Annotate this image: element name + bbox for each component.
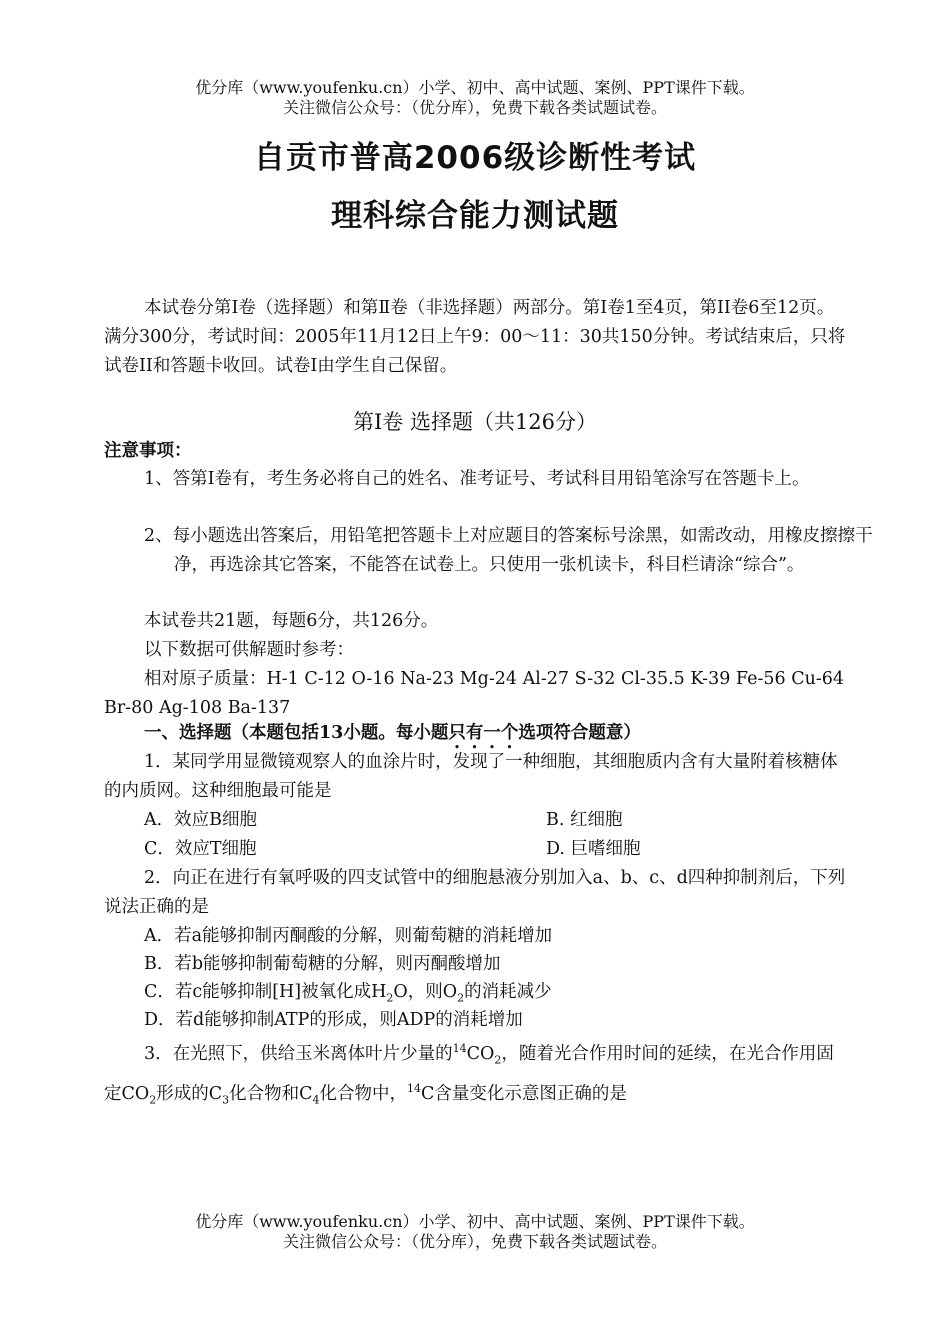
q3-text-1: 3．在光照下，供给玉米离体叶片少量的 bbox=[144, 1043, 453, 1064]
note-item-1: 1、答第Ⅰ卷有，考生务必将自己的姓名、准考证号、考试科目用铅笔涂写在答题卡上。 bbox=[144, 469, 810, 489]
q3-sup-1: 14 bbox=[452, 1042, 467, 1055]
q3-sub-3: 3 bbox=[222, 1093, 230, 1107]
footer-watermark bbox=[0, 1212, 950, 1252]
question-count-line: 本试卷共21题，每题6分，共126分。 bbox=[144, 611, 439, 631]
q3-sub-1: 2 bbox=[494, 1053, 502, 1067]
q2-option-d: D．若d能够抑制ATP的形成，则ADP的消耗增加 bbox=[144, 1010, 523, 1030]
q1-option-b: B. 红细胞 bbox=[546, 810, 623, 830]
q3-text-6: 化合物中， bbox=[319, 1084, 408, 1105]
part1-heading-b: 选项符合题意） bbox=[518, 723, 641, 743]
q1-stem: 1．某同学用显微镜观察人的血涂片时，发现了一种细胞，其细胞质内含有大量附着核糖体的内质网。这种细胞最可能是 bbox=[104, 752, 838, 801]
part1-heading-a: 一、选择题（本题包括13小题。每小题 bbox=[144, 723, 449, 743]
q1-option-a: A．效应B细胞 bbox=[144, 810, 257, 830]
reference-line: 以下数据可供解题时参考： bbox=[144, 640, 354, 660]
q2-stem: 2．向正在进行有氧呼吸的四支试管中的细胞悬液分别加入a、b、c、d四种抑制剂后，下列说法正确的是 bbox=[104, 868, 846, 917]
exam-title: 自贡市普高2006级诊断性考试 bbox=[253, 140, 697, 176]
q3-text-7: C含量变化示意图正确的是 bbox=[421, 1084, 627, 1105]
q2-option-a: A．若a能够抑制丙酮酸的分解，则葡萄糖的消耗增加 bbox=[144, 926, 553, 946]
exam-subtitle: 理科综合能力测试题 bbox=[331, 198, 619, 234]
intro-paragraph: 本试卷分第Ⅰ卷（选择题）和第Ⅱ卷（非选择题）两部分。第Ⅰ卷1至4页，第II卷6至12页。满分300分，考试时间：2005年11月12日上午9：00～11：30共150分钟。考试结束后，只将试卷II和答题卡收回。试卷I由学生自己保留。 bbox=[104, 298, 846, 376]
q3-text-2: CO bbox=[466, 1043, 495, 1064]
atomic-masses: 相对原子质量：H-1 C-12 O-16 Na-23 Mg-24 Al-27 S-32 Cl-35.5 K-39 Fe-56 Cu-64 Br-80 Ag-108 Ba-137 bbox=[104, 669, 845, 718]
q2-c-sub-2: 2 bbox=[457, 991, 465, 1005]
section-title: 第I卷 选择题（共126分） bbox=[352, 410, 598, 434]
q2-c-text-b: O，则O bbox=[393, 982, 458, 1002]
footer-line-2: 关注微信公众号：（优分库），免费下载各类试题试卷。 bbox=[282, 1232, 667, 1251]
q2-c-sub-1: 2 bbox=[386, 991, 394, 1005]
q2-c-text-c: 的消耗减少 bbox=[464, 982, 552, 1002]
q1-option-c: C．效应T细胞 bbox=[144, 839, 257, 859]
note-item-2: 2、每小题选出答案后，用铅笔把答题卡上对应题目的答案标号涂黑，如需改动，用橡皮擦擦干净，再选涂其它答案，不能答在试卷上。只使用一张机读卡，科目栏请涂“综合”。 bbox=[144, 526, 873, 575]
part1-heading-emphasis: 只有一个 bbox=[448, 723, 519, 743]
q3-text-4: 形成的C bbox=[156, 1084, 223, 1105]
q3-stem bbox=[104, 1034, 848, 1115]
footer-line-1: 优分库（www.youfenku.cn）小学、初中、高中试题、案例、PPT课件下载。 bbox=[195, 1212, 755, 1231]
notes-heading: 注意事项： bbox=[104, 441, 192, 461]
q2-c-text-a: C．若c能够抑制[H]被氧化成H bbox=[144, 982, 387, 1002]
q3-sub-4: 4 bbox=[312, 1093, 320, 1107]
q3-sub-2: 2 bbox=[149, 1093, 157, 1107]
q3-text-3: ，随着光合作用时间的延续，在光合作用固定CO bbox=[104, 1043, 834, 1105]
watermark-line-2: 关注微信公众号：（优分库），免费下载各类试题试卷。 bbox=[282, 98, 667, 117]
q1-option-d: D. 巨嗜细胞 bbox=[546, 839, 641, 859]
q2-option-b: B．若b能够抑制葡萄糖的分解，则丙酮酸增加 bbox=[144, 954, 501, 974]
q3-text-5: 化合物和C bbox=[229, 1084, 313, 1105]
header-watermark bbox=[0, 78, 950, 118]
watermark-line-1: 优分库（www.youfenku.cn）小学、初中、高中试题、案例、PPT课件下载。 bbox=[195, 78, 755, 97]
q3-sup-2: 14 bbox=[407, 1082, 422, 1096]
